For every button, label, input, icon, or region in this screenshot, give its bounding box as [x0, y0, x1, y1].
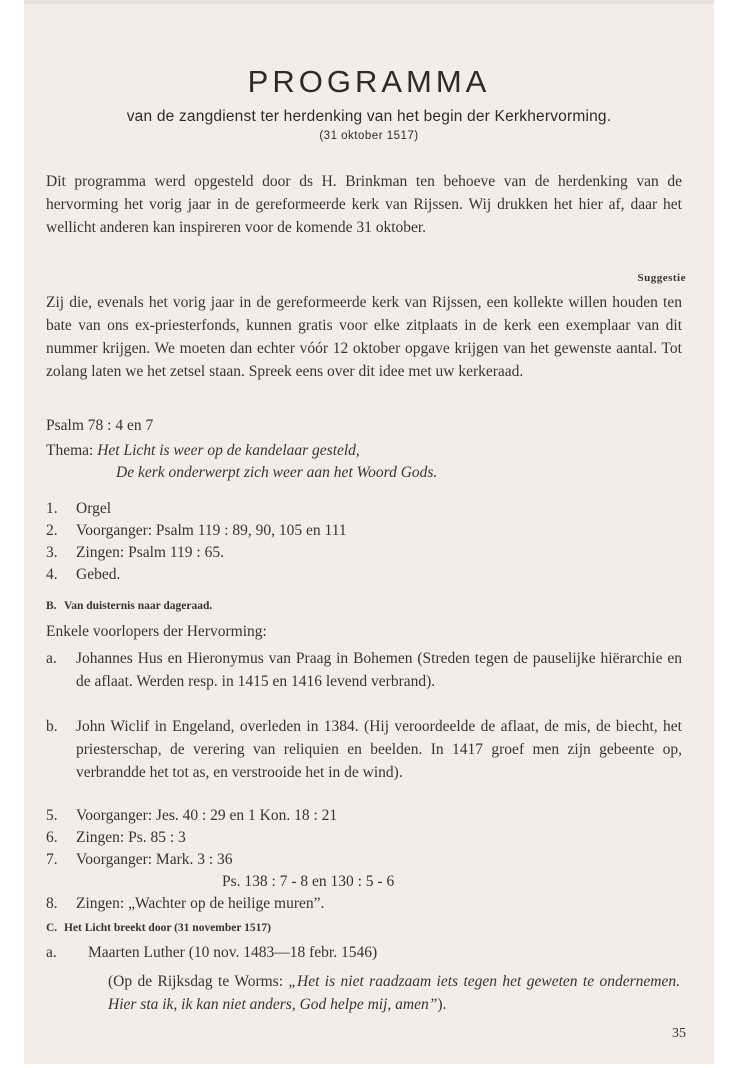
list-item-number: 8.: [46, 895, 58, 912]
suggestie-paragraph: Zij die, evenals het vorig jaar in de gereformeerde kerk van Rijssen, een kollekte willen houden ten bate van ons ex-priesterfonds, kunnen gratis voor elke zitplaats in de kerk een exemplaar van dit nummer krijgen. We moeten dan echter vóór 12 oktober opgave krijgen van het gewenste aantal. Tot zolang laten we het zetsel staan. Spreek eens over dit idee met uw kerkeraad.: [46, 294, 682, 380]
section-b-intro: Enkele voorlopers der Hervorming:: [46, 623, 267, 640]
section-c-heading: [46, 922, 271, 934]
section-b-heading: [46, 600, 212, 612]
thema-line-2: De kerk onderwerpt zich weer aan het Woord Gods.: [116, 464, 438, 481]
quote-suffix: ).: [437, 996, 447, 1013]
document-page: [24, 4, 714, 1064]
list-item-number: 5.: [46, 807, 58, 824]
list-item: [46, 827, 186, 849]
list-item-number: 6.: [46, 829, 58, 846]
list-item-text: Voorganger: Mark. 3 : 36: [76, 851, 233, 868]
list-item-text: Voorganger: Jes. 40 : 29 en 1 Kon. 18 : 21: [76, 807, 338, 824]
thema-label: Thema:: [46, 442, 94, 459]
quote-italic: „Het is niet raadzaam iets tegen het geweten te ondernemen. Hier sta ik, ik kan niet anders, God helpe mij, amen”: [108, 973, 680, 1013]
list-item: [46, 542, 224, 564]
list-item-text: Orgel: [76, 500, 112, 517]
list-item-number: 3.: [46, 544, 58, 561]
page-subtitle: van de zangdienst ter herdenking van het begin der Kerkhervorming.: [126, 108, 612, 125]
list-item-number: 1.: [46, 500, 58, 517]
list-item: [46, 564, 120, 586]
section-b-a-marker: a.: [46, 650, 57, 667]
list-item: [46, 805, 337, 827]
psalm-line: Psalm 78 : 4 en 7: [46, 417, 154, 434]
page-date: (31 oktober 1517): [319, 130, 419, 142]
page-title: PROGRAMMA: [247, 64, 491, 99]
thema-line-1: [46, 440, 360, 462]
list-item-continuation: Ps. 138 : 7 - 8 en 130 : 5 - 6: [222, 873, 395, 890]
list-item-text: Zingen: Psalm 119 : 65.: [76, 544, 224, 561]
luther-quote: [108, 970, 680, 1016]
list-item-text: Voorganger: Psalm 119 : 89, 90, 105 en 111: [76, 522, 347, 539]
intro-paragraph: Dit programma werd opgesteld door ds H. Brinkman ten behoeve van de herdenking van de hervorming het vorig jaar in de gereformeerde kerk van Rijssen. Wij drukken het hier af, daar het wellicht anderen kan inspireren voor de komende 31 oktober.: [46, 173, 682, 236]
list-item: [46, 520, 347, 542]
list-item: [46, 498, 111, 520]
list-item-number: 4.: [46, 566, 58, 583]
section-b-title: Van duisternis naar dageraad.: [64, 600, 213, 612]
section-c-a-marker: a.: [46, 944, 57, 961]
page-number: 35: [672, 1026, 686, 1041]
section-c-title: Het Licht breekt door (31 november 1517): [64, 922, 271, 934]
list-item-text: Zingen: „Wachter op de heilige muren”.: [76, 895, 325, 912]
list-item-text: Gebed.: [76, 566, 121, 583]
thema-text-1: Het Licht is weer op de kandelaar gesteld,: [97, 442, 360, 459]
list-item-number: 7.: [46, 851, 58, 868]
section-c-a-text: Maarten Luther (10 nov. 1483—18 febr. 1546): [88, 944, 378, 961]
section-b-a-text: Johannes Hus en Hieronymus van Praag in Bohemen (Streden tegen de pauselijke hiërarchie en de aflaat. Werden resp. in 1415 en 1416 levend verbrand).: [76, 650, 682, 690]
quote-prefix: (Op de Rijksdag te Worms:: [108, 973, 289, 990]
suggestie-label: Suggestie: [637, 272, 686, 284]
section-c-a-line: [46, 942, 377, 964]
section-b-letter: B.: [46, 600, 57, 612]
section-b-b-marker: b.: [46, 718, 58, 735]
section-b-b-text: John Wiclif in Engeland, overleden in 1384. (Hij veroordeelde de aflaat, de mis, de biecht, het priesterschap, de verering van reliquien en beelden. In 1417 groef men zijn gebeente op, verbrandde het tot as, en verstrooide het in de wind).: [76, 718, 682, 781]
section-c-letter: C.: [46, 922, 58, 934]
list-item-text: Zingen: Ps. 85 : 3: [76, 829, 186, 846]
list-item-number: 2.: [46, 522, 58, 539]
list-item: [46, 849, 233, 871]
list-item: [46, 893, 324, 915]
